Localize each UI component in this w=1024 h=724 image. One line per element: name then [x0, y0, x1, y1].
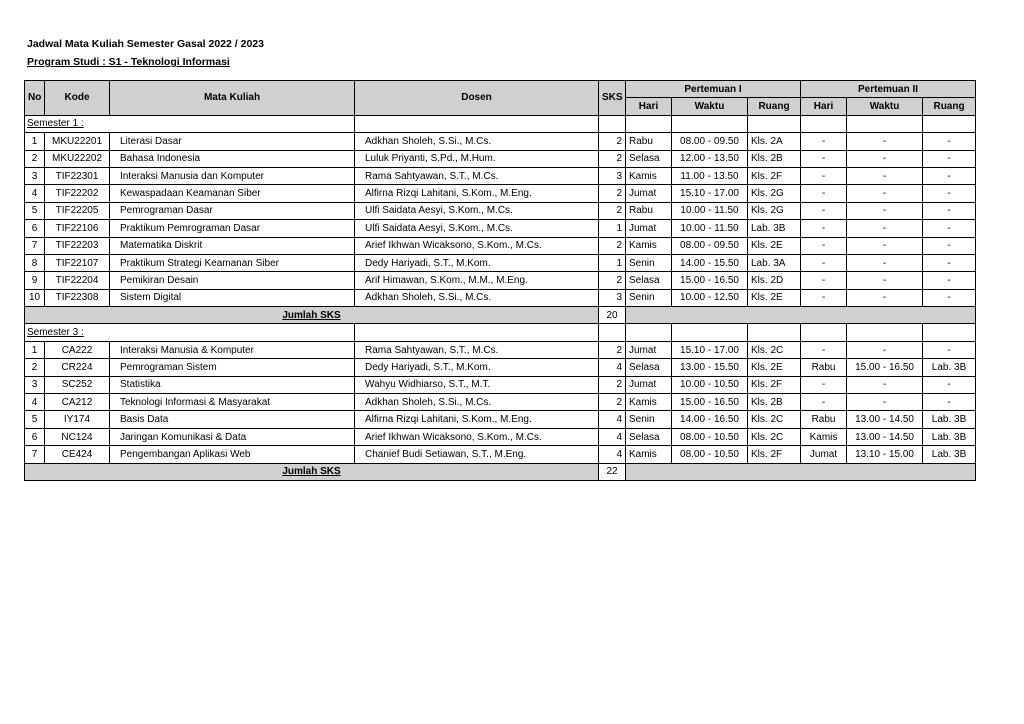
row-ruang-1: Kls. 2B — [748, 394, 801, 411]
row-no: 2 — [25, 359, 45, 376]
col-header-mata-kuliah: Mata Kuliah — [110, 81, 355, 116]
row-kode: TIF22301 — [45, 167, 110, 184]
total-filler — [626, 463, 976, 480]
row-ruang-1: Kls. 2C — [748, 428, 801, 445]
row-waktu-2: - — [847, 202, 923, 219]
total-label: Jumlah SKS — [25, 463, 599, 480]
semester-label: Semester 1 : — [25, 115, 355, 132]
row-ruang-1: Kls. 2A — [748, 133, 801, 150]
empty-cell — [672, 115, 748, 132]
row-hari-1: Kamis — [626, 167, 672, 184]
table-row — [25, 428, 976, 445]
empty-cell — [801, 324, 847, 341]
row-waktu-2: 15.00 - 16.50 — [847, 359, 923, 376]
row-kode: CR224 — [45, 359, 110, 376]
row-mata-kuliah: Literasi Dasar — [110, 133, 355, 150]
row-sks: 2 — [599, 376, 626, 393]
row-hari-2: - — [801, 394, 847, 411]
row-hari-2: Rabu — [801, 411, 847, 428]
row-ruang-2: Lab. 3B — [923, 411, 976, 428]
row-waktu-2: - — [847, 167, 923, 184]
row-mata-kuliah: Pemrograman Sistem — [110, 359, 355, 376]
col-header-ruang-1: Ruang — [748, 98, 801, 115]
row-sks: 3 — [599, 167, 626, 184]
row-mata-kuliah: Kewaspadaan Keamanan Siber — [110, 185, 355, 202]
row-waktu-1: 10.00 - 12.50 — [672, 289, 748, 306]
row-hari-1: Rabu — [626, 202, 672, 219]
row-ruang-1: Kls. 2G — [748, 185, 801, 202]
row-waktu-2: - — [847, 237, 923, 254]
table-row — [25, 411, 976, 428]
row-kode: TIF22205 — [45, 202, 110, 219]
row-waktu-2: - — [847, 272, 923, 289]
row-no: 9 — [25, 272, 45, 289]
row-ruang-1: Kls. 2C — [748, 411, 801, 428]
row-ruang-2: - — [923, 272, 976, 289]
row-mata-kuliah: Interaksi Manusia & Komputer — [110, 341, 355, 358]
row-hari-2: - — [801, 272, 847, 289]
row-sks: 2 — [599, 394, 626, 411]
row-waktu-1: 15.10 - 17.00 — [672, 341, 748, 358]
row-waktu-1: 10.00 - 10.50 — [672, 376, 748, 393]
row-mata-kuliah: Basis Data — [110, 411, 355, 428]
row-sks: 2 — [599, 133, 626, 150]
row-no: 10 — [25, 289, 45, 306]
col-header-ruang-2: Ruang — [923, 98, 976, 115]
row-waktu-1: 10.00 - 11.50 — [672, 202, 748, 219]
row-hari-1: Kamis — [626, 446, 672, 463]
empty-cell — [672, 324, 748, 341]
row-hari-1: Jumat — [626, 376, 672, 393]
row-kode: IY174 — [45, 411, 110, 428]
row-mata-kuliah: Jaringan Komunikasi & Data — [110, 428, 355, 445]
total-row — [25, 307, 976, 324]
empty-cell — [923, 115, 976, 132]
row-ruang-2: - — [923, 185, 976, 202]
row-dosen: Ulfi Saidata Aesyi, S.Kom., M.Cs. — [355, 202, 599, 219]
empty-cell — [748, 115, 801, 132]
row-hari-1: Senin — [626, 289, 672, 306]
row-waktu-2: - — [847, 289, 923, 306]
row-kode: CA212 — [45, 394, 110, 411]
row-waktu-2: 13.10 - 15.00 — [847, 446, 923, 463]
row-waktu-1: 14.00 - 16.50 — [672, 411, 748, 428]
row-sks: 2 — [599, 272, 626, 289]
row-ruang-2: - — [923, 254, 976, 271]
row-ruang-1: Lab. 3A — [748, 254, 801, 271]
row-dosen: Dedy Hariyadi, S.T., M.Kom. — [355, 254, 599, 271]
row-dosen: Alfirna Rizqi Lahitani, S.Kom., M.Eng. — [355, 185, 599, 202]
row-mata-kuliah: Interaksi Manusia dan Komputer — [110, 167, 355, 184]
row-dosen: Arief Ikhwan Wicaksono, S.Kom., M.Cs. — [355, 428, 599, 445]
row-ruang-2: Lab. 3B — [923, 359, 976, 376]
table-row — [25, 446, 976, 463]
table-row — [25, 254, 976, 271]
table-row — [25, 202, 976, 219]
col-header-kode: Kode — [45, 81, 110, 116]
row-hari-2: - — [801, 150, 847, 167]
row-ruang-2: - — [923, 150, 976, 167]
row-ruang-1: Kls. 2C — [748, 341, 801, 358]
row-kode: CE424 — [45, 446, 110, 463]
row-waktu-1: 10.00 - 11.50 — [672, 220, 748, 237]
row-hari-2: - — [801, 220, 847, 237]
row-hari-2: - — [801, 376, 847, 393]
row-sks: 2 — [599, 202, 626, 219]
row-no: 3 — [25, 376, 45, 393]
row-kode: TIF22203 — [45, 237, 110, 254]
row-dosen: Dedy Hariyadi, S.T., M.Kom. — [355, 359, 599, 376]
row-mata-kuliah: Bahasa Indonesia — [110, 150, 355, 167]
row-kode: TIF22202 — [45, 185, 110, 202]
row-sks: 2 — [599, 237, 626, 254]
row-kode: CA222 — [45, 341, 110, 358]
row-waktu-1: 12.00 - 13.50 — [672, 150, 748, 167]
row-waktu-2: 13.00 - 14.50 — [847, 411, 923, 428]
row-ruang-2: - — [923, 133, 976, 150]
row-kode: TIF22308 — [45, 289, 110, 306]
row-ruang-1: Kls. 2E — [748, 289, 801, 306]
empty-cell — [923, 324, 976, 341]
semester-heading-row — [25, 324, 976, 341]
row-hari-1: Selasa — [626, 359, 672, 376]
row-ruang-2: Lab. 3B — [923, 446, 976, 463]
row-no: 1 — [25, 133, 45, 150]
row-no: 4 — [25, 185, 45, 202]
empty-cell — [847, 324, 923, 341]
row-sks: 4 — [599, 446, 626, 463]
row-hari-2: - — [801, 133, 847, 150]
row-no: 3 — [25, 167, 45, 184]
row-waktu-1: 14.00 - 15.50 — [672, 254, 748, 271]
row-ruang-1: Kls. 2F — [748, 446, 801, 463]
row-sks: 2 — [599, 185, 626, 202]
row-ruang-2: - — [923, 237, 976, 254]
row-sks: 4 — [599, 428, 626, 445]
row-waktu-1: 08.00 - 09.50 — [672, 237, 748, 254]
row-kode: MKU22202 — [45, 150, 110, 167]
row-ruang-1: Kls. 2E — [748, 359, 801, 376]
row-ruang-2: - — [923, 289, 976, 306]
row-waktu-2: - — [847, 220, 923, 237]
total-filler — [626, 307, 976, 324]
table-row — [25, 185, 976, 202]
row-no: 2 — [25, 150, 45, 167]
semester-label: Semester 3 : — [25, 324, 355, 341]
row-waktu-1: 11.00 - 13.50 — [672, 167, 748, 184]
row-dosen: Arief Ikhwan Wicaksono, S.Kom., M.Cs. — [355, 237, 599, 254]
col-header-hari-2: Hari — [801, 98, 847, 115]
table-row — [25, 341, 976, 358]
row-ruang-2: - — [923, 220, 976, 237]
row-dosen: Wahyu Widhiarso, S.T., M.T. — [355, 376, 599, 393]
row-no: 1 — [25, 341, 45, 358]
row-waktu-1: 13.00 - 15.50 — [672, 359, 748, 376]
row-ruang-1: Kls. 2B — [748, 150, 801, 167]
row-waktu-2: - — [847, 150, 923, 167]
table-row — [25, 272, 976, 289]
row-mata-kuliah: Teknologi Informasi & Masyarakat — [110, 394, 355, 411]
row-hari-1: Jumat — [626, 185, 672, 202]
row-sks: 1 — [599, 220, 626, 237]
row-mata-kuliah: Matematika Diskrit — [110, 237, 355, 254]
table-row — [25, 376, 976, 393]
row-dosen: Arif Himawan, S.Kom., M.M., M.Eng. — [355, 272, 599, 289]
empty-cell — [355, 115, 599, 132]
row-hari-2: Rabu — [801, 359, 847, 376]
row-hari-1: Rabu — [626, 133, 672, 150]
row-sks: 3 — [599, 289, 626, 306]
semester-heading-row — [25, 115, 976, 132]
row-mata-kuliah: Praktikum Strategi Keamanan Siber — [110, 254, 355, 271]
empty-cell — [847, 115, 923, 132]
row-hari-1: Kamis — [626, 237, 672, 254]
col-header-hari-1: Hari — [626, 98, 672, 115]
row-dosen: Adkhan Sholeh, S.Si., M.Cs. — [355, 289, 599, 306]
row-mata-kuliah: Pemikiran Desain — [110, 272, 355, 289]
row-mata-kuliah: Statistika — [110, 376, 355, 393]
row-waktu-2: - — [847, 185, 923, 202]
row-ruang-2: Lab. 3B — [923, 428, 976, 445]
total-sks-value: 20 — [599, 307, 626, 324]
row-waktu-2: - — [847, 133, 923, 150]
row-waktu-1: 08.00 - 09.50 — [672, 133, 748, 150]
table-row — [25, 133, 976, 150]
row-waktu-1: 15.00 - 16.50 — [672, 272, 748, 289]
row-hari-2: - — [801, 185, 847, 202]
row-sks: 4 — [599, 411, 626, 428]
row-no: 7 — [25, 237, 45, 254]
row-waktu-1: 08.00 - 10.50 — [672, 446, 748, 463]
row-ruang-2: - — [923, 376, 976, 393]
total-label: Jumlah SKS — [25, 307, 599, 324]
row-waktu-2: - — [847, 394, 923, 411]
row-mata-kuliah: Sistem Digital — [110, 289, 355, 306]
row-hari-1: Senin — [626, 254, 672, 271]
row-kode: NC124 — [45, 428, 110, 445]
table-row — [25, 150, 976, 167]
row-hari-2: Kamis — [801, 428, 847, 445]
row-kode: TIF22107 — [45, 254, 110, 271]
row-dosen: Adkhan Sholeh, S.Si., M.Cs. — [355, 394, 599, 411]
row-ruang-2: - — [923, 167, 976, 184]
row-mata-kuliah: Praktikum Pemrograman Dasar — [110, 220, 355, 237]
row-ruang-1: Kls. 2E — [748, 237, 801, 254]
table-row — [25, 167, 976, 184]
row-no: 8 — [25, 254, 45, 271]
row-kode: TIF22204 — [45, 272, 110, 289]
table-row — [25, 359, 976, 376]
row-hari-2: Jumat — [801, 446, 847, 463]
row-no: 5 — [25, 411, 45, 428]
row-dosen: Rama Sahtyawan, S.T., M.Cs. — [355, 341, 599, 358]
row-hari-1: Senin — [626, 411, 672, 428]
row-kode: SC252 — [45, 376, 110, 393]
row-waktu-1: 15.00 - 16.50 — [672, 394, 748, 411]
empty-cell — [355, 324, 599, 341]
col-header-pertemuan-2: Pertemuan II — [801, 81, 976, 98]
row-hari-2: - — [801, 254, 847, 271]
row-hari-1: Selasa — [626, 150, 672, 167]
row-waktu-2: 13.00 - 14.50 — [847, 428, 923, 445]
row-no: 6 — [25, 428, 45, 445]
total-row — [25, 463, 976, 480]
row-dosen: Chanief Budi Setiawan, S.T., M.Eng. — [355, 446, 599, 463]
row-sks: 2 — [599, 341, 626, 358]
row-waktu-2: - — [847, 341, 923, 358]
row-ruang-1: Kls. 2F — [748, 167, 801, 184]
col-header-waktu-2: Waktu — [847, 98, 923, 115]
row-hari-2: - — [801, 237, 847, 254]
empty-cell — [801, 115, 847, 132]
row-mata-kuliah: Pemrograman Dasar — [110, 202, 355, 219]
page-title: Jadwal Mata Kuliah Semester Gasal 2022 / 2023 — [27, 38, 264, 50]
row-no: 7 — [25, 446, 45, 463]
row-no: 5 — [25, 202, 45, 219]
program-subtitle: Program Studi : S1 - Teknologi Informasi — [27, 56, 230, 68]
row-ruang-1: Kls. 2G — [748, 202, 801, 219]
col-header-waktu-1: Waktu — [672, 98, 748, 115]
row-waktu-2: - — [847, 376, 923, 393]
row-kode: MKU22201 — [45, 133, 110, 150]
row-dosen: Rama Sahtyawan, S.T., M.Cs. — [355, 167, 599, 184]
empty-cell — [626, 115, 672, 132]
row-ruang-2: - — [923, 341, 976, 358]
row-no: 4 — [25, 394, 45, 411]
row-waktu-1: 08.00 - 10.50 — [672, 428, 748, 445]
table-row — [25, 237, 976, 254]
row-kode: TIF22106 — [45, 220, 110, 237]
row-ruang-2: - — [923, 202, 976, 219]
col-header-no: No — [25, 81, 45, 116]
row-dosen: Alfirna Rizqi Lahitani, S.Kom., M.Eng. — [355, 411, 599, 428]
row-sks: 4 — [599, 359, 626, 376]
row-hari-1: Selasa — [626, 272, 672, 289]
row-ruang-2: - — [923, 394, 976, 411]
row-hari-2: - — [801, 341, 847, 358]
row-ruang-1: Kls. 2D — [748, 272, 801, 289]
empty-cell — [599, 324, 626, 341]
row-sks: 1 — [599, 254, 626, 271]
row-ruang-1: Lab. 3B — [748, 220, 801, 237]
row-hari-2: - — [801, 289, 847, 306]
row-ruang-1: Kls. 2F — [748, 376, 801, 393]
row-dosen: Adkhan Sholeh, S.Si., M.Cs. — [355, 133, 599, 150]
row-waktu-2: - — [847, 254, 923, 271]
row-dosen: Ulfi Saidata Aesyi, S.Kom., M.Cs. — [355, 220, 599, 237]
table-row — [25, 394, 976, 411]
empty-cell — [748, 324, 801, 341]
empty-cell — [626, 324, 672, 341]
row-mata-kuliah: Pengembangan Aplikasi Web — [110, 446, 355, 463]
row-dosen: Luluk Priyanti, S.Pd., M.Hum. — [355, 150, 599, 167]
row-hari-2: - — [801, 167, 847, 184]
row-no: 6 — [25, 220, 45, 237]
col-header-dosen: Dosen — [355, 81, 599, 116]
row-waktu-1: 15.10 - 17.00 — [672, 185, 748, 202]
row-hari-1: Selasa — [626, 428, 672, 445]
total-sks-value: 22 — [599, 463, 626, 480]
col-header-pertemuan-1: Pertemuan I — [626, 81, 801, 98]
col-header-sks: SKS — [599, 81, 626, 116]
schedule-table — [24, 80, 976, 481]
row-sks: 2 — [599, 150, 626, 167]
row-hari-2: - — [801, 202, 847, 219]
empty-cell — [599, 115, 626, 132]
table-row — [25, 289, 976, 306]
row-hari-1: Jumat — [626, 341, 672, 358]
table-row — [25, 220, 976, 237]
row-hari-1: Kamis — [626, 394, 672, 411]
row-hari-1: Jumat — [626, 220, 672, 237]
